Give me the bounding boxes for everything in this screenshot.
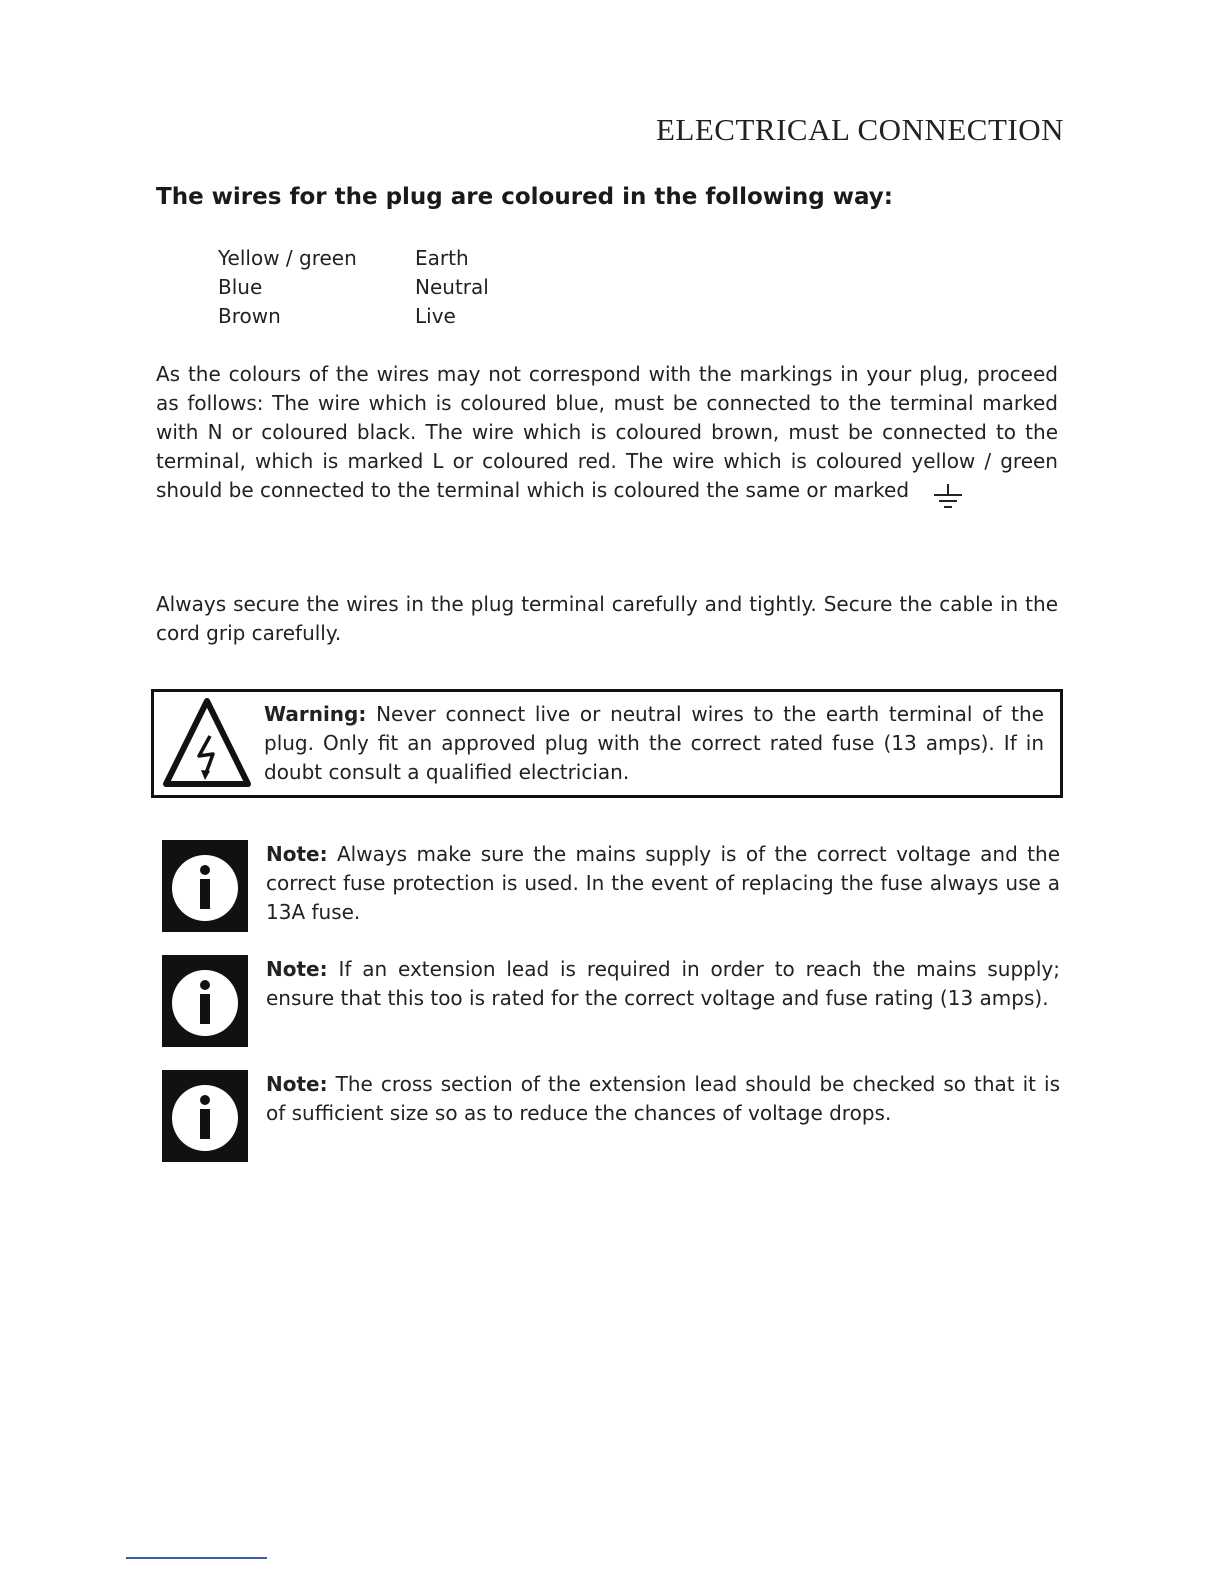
info-icon [162, 840, 248, 932]
electric-hazard-icon [161, 696, 253, 794]
warning-label: Warning: [264, 702, 367, 726]
wire-function: Neutral [415, 275, 489, 299]
page-title: ELECTRICAL CONNECTION [655, 112, 1064, 147]
warning-text [264, 700, 1044, 787]
note-body: Always make sure the mains supply is of the correct voltage and the correct fuse protection is used. In the event of replacing the fuse always use a 13A fuse. [266, 842, 1060, 924]
wire-colour: Brown [218, 304, 281, 328]
note-body: The cross section of the extension lead should be checked so that it is of sufficient size so as to reduce the chances of voltage drops. [266, 1072, 1061, 1125]
wire-row [218, 302, 489, 331]
wire-colour-table [218, 244, 489, 331]
wiring-instructions-text: As the colours of the wires may not correspond with the markings in your plug, proceed as follows: The wire which is coloured blue, must be connected to the terminal marked with N or coloured black. The wire which is coloured brown, must be connected to the terminal, which is marked L or coloured red. The wire which is coloured yellow / green should be connected to the terminal which is coloured the same or marked [156, 362, 1058, 502]
earth-ground-icon [931, 483, 965, 521]
section-heading: The wires for the plug are coloured in the following way: [156, 184, 893, 210]
note-label: Note: [266, 1072, 328, 1096]
secure-wires-text: Always secure the wires in the plug terminal carefully and tightly. Secure the cable in the cord grip carefully. [156, 592, 1058, 645]
note-text [266, 1070, 1060, 1128]
wire-row [218, 244, 489, 273]
note-text [266, 955, 1060, 1013]
wire-colour: Yellow / green [218, 246, 357, 270]
note-label: Note: [266, 957, 328, 981]
info-icon [162, 955, 248, 1047]
warning-body: Never connect live or neutral wires to the earth terminal of the plug. Only fit an approved plug with the correct rated fuse (13 amps). If in doubt consult a qualified electrician. [264, 702, 1044, 784]
note-label: Note: [266, 842, 328, 866]
note-body: If an extension lead is required in order to reach the mains supply; ensure that this too is rated for the correct voltage and fuse rating (13 amps). [266, 957, 1060, 1010]
wire-colour: Blue [218, 275, 263, 299]
footer-rule [126, 1557, 267, 1559]
wire-row [218, 273, 489, 302]
wire-function: Live [415, 304, 456, 328]
warning-box [151, 689, 1063, 798]
info-icon [162, 1070, 248, 1162]
note-text [266, 840, 1060, 927]
wire-function: Earth [415, 246, 469, 270]
wiring-instructions [156, 360, 1058, 521]
